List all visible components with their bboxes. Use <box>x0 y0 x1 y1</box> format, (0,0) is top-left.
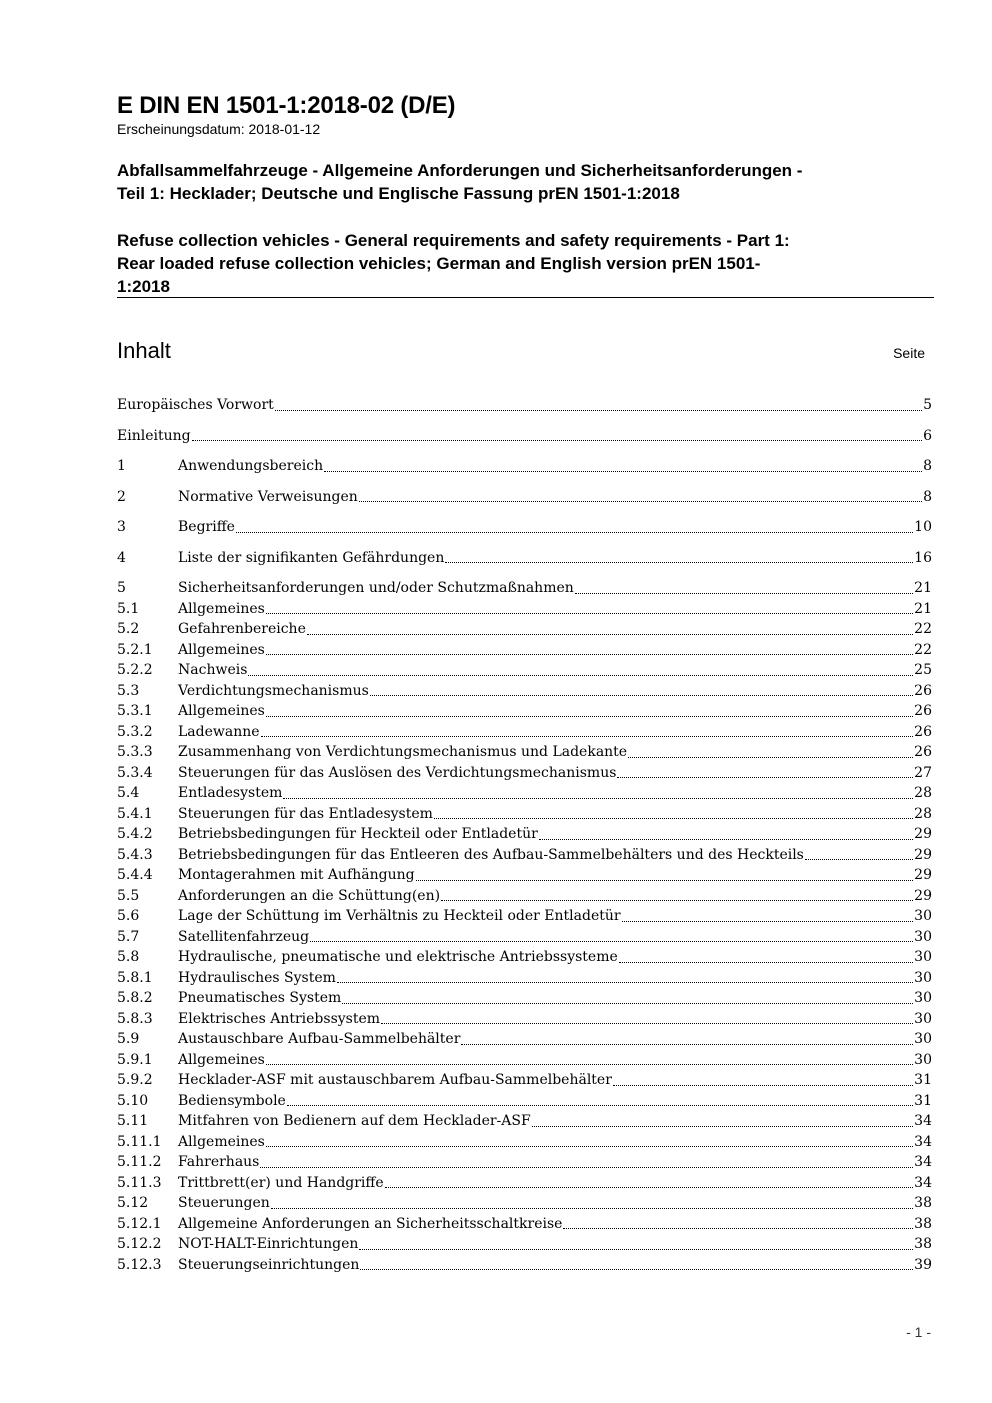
toc-dot-leader <box>271 1208 913 1209</box>
toc-entry-title: Betriebsbedingungen für das Entleeren des Aufbau-Sammelbehälters und des Heckteils <box>178 846 804 863</box>
toc-entry-title: NOT-HALT-Einrichtungen <box>178 1236 359 1252</box>
toc-dot-leader <box>260 1167 913 1168</box>
toc-entry-number: 5.11.2 <box>117 1154 162 1170</box>
toc-dot-leader <box>532 1126 913 1127</box>
toc-entry[interactable] <box>117 487 932 508</box>
table-of-contents <box>117 395 932 1275</box>
toc-entry-number: 5.3.3 <box>117 744 153 760</box>
toc-entry-title: Allgemeines <box>178 1051 265 1068</box>
toc-entry-number: 5.8.1 <box>117 969 153 986</box>
toc-entry[interactable] <box>117 906 932 927</box>
toc-entry-number: 5.5 <box>117 887 140 904</box>
toc-entry-page: 8 <box>923 458 932 474</box>
toc-entry[interactable] <box>117 1070 932 1091</box>
toc-entry[interactable] <box>117 947 932 968</box>
toc-entry-number: 5.8.3 <box>117 1010 153 1027</box>
title-english-line: Rear loaded refuse collection vehicles; German and English version prEN 1501- <box>117 254 761 273</box>
toc-entry-title: Hydraulisches System <box>178 969 336 986</box>
toc-entry[interactable] <box>117 783 932 804</box>
toc-entry-number: 5.3.4 <box>117 764 153 781</box>
toc-entry-title: Elektrisches Antriebssystem <box>178 1010 381 1027</box>
toc-entry-number: 5.12.2 <box>117 1236 162 1252</box>
toc-entry-title: Hydraulische, pneumatische und elektrische Antriebssysteme <box>178 949 618 965</box>
toc-entry-number: 5.12 <box>117 1195 149 1211</box>
toc-entry-page: 26 <box>914 703 932 719</box>
toc-entry-title: Nachweis <box>178 662 248 678</box>
toc-dot-leader <box>248 675 913 676</box>
toc-entry-number: 2 <box>117 488 126 505</box>
toc-entry-number: 5.7 <box>117 928 140 945</box>
toc-dot-leader <box>236 532 913 533</box>
toc-entry[interactable] <box>117 1111 932 1132</box>
toc-dot-leader <box>575 593 913 594</box>
title-german-line: Abfallsammelfahrzeuge - Allgemeine Anforderungen und Sicherheitsanforderungen - <box>117 161 803 180</box>
toc-entry-page: 22 <box>914 641 932 658</box>
toc-entry-title: Austauschbare Aufbau-Sammelbehälter <box>178 1031 461 1047</box>
toc-entry-number: 5.9.2 <box>117 1072 153 1088</box>
toc-entry-number: 5.2.2 <box>117 662 153 678</box>
toc-entry-page: 39 <box>914 1256 932 1273</box>
toc-entry-title: Satellitenfahrzeug <box>178 928 310 945</box>
toc-entry[interactable] <box>117 548 932 569</box>
toc-dot-leader <box>266 1146 913 1147</box>
toc-entry[interactable] <box>117 1173 932 1194</box>
toc-entry-page: 30 <box>914 969 932 986</box>
toc-entry-title: Europäisches Vorwort <box>117 397 274 413</box>
toc-entry-number: 5.9 <box>117 1031 140 1047</box>
toc-entry-number: 5.11.1 <box>117 1133 162 1150</box>
toc-dot-leader <box>359 1249 913 1250</box>
toc-entry[interactable] <box>117 681 932 702</box>
toc-dot-leader <box>461 1044 913 1045</box>
toc-entry[interactable] <box>117 701 932 722</box>
toc-entry-page: 29 <box>914 826 932 842</box>
toc-entry-number: 5.12.3 <box>117 1256 162 1273</box>
toc-entry-title: Pneumatisches System <box>178 990 342 1006</box>
toc-entry[interactable] <box>117 456 932 477</box>
title-divider <box>117 297 934 298</box>
toc-entry-page: 30 <box>914 1051 932 1068</box>
toc-dot-leader <box>324 471 922 472</box>
toc-dot-leader <box>805 859 913 860</box>
toc-dot-leader <box>619 962 913 963</box>
toc-entry-page: 38 <box>914 1195 932 1211</box>
toc-entry[interactable] <box>117 763 932 784</box>
toc-entry[interactable] <box>117 619 932 640</box>
toc-entry-number: 5.8.2 <box>117 990 153 1006</box>
toc-entry-title: Sicherheitsanforderungen und/oder Schutzmaßnahmen <box>178 580 574 596</box>
toc-entry-page: 34 <box>914 1133 932 1150</box>
toc-dot-leader <box>192 440 923 441</box>
toc-entry-number: 5.4.3 <box>117 846 153 863</box>
title-english-line: 1:2018 <box>117 277 170 296</box>
toc-entry-title: Betriebsbedingungen für Heckteil oder Entladetür <box>178 826 538 842</box>
toc-entry-page: 8 <box>923 488 932 505</box>
toc-entry-title: Allgemeines <box>178 600 265 617</box>
toc-entry-title: Allgemeines <box>178 703 265 719</box>
toc-entry-page: 6 <box>923 427 932 444</box>
toc-entry[interactable] <box>117 517 932 538</box>
toc-entry-title: Steuerungen <box>178 1195 270 1211</box>
toc-entry[interactable] <box>117 824 932 845</box>
toc-entry-page: 30 <box>914 990 932 1006</box>
toc-entry-page: 10 <box>914 519 932 535</box>
toc-entry[interactable] <box>117 1234 932 1255</box>
toc-dot-leader <box>441 900 913 901</box>
toc-dot-leader <box>283 798 913 799</box>
toc-dot-leader <box>337 982 913 983</box>
publication-date: Erscheinungsdatum: 2018-01-12 <box>117 121 321 137</box>
document-id: E DIN EN 1501-1:2018-02 (D/E) <box>117 92 456 119</box>
toc-dot-leader <box>539 839 913 840</box>
page-number: - 1 - <box>906 1324 931 1340</box>
toc-entry-page: 31 <box>914 1072 932 1088</box>
toc-entry-number: 5.3.2 <box>117 723 153 740</box>
toc-entry-number: 5.12.1 <box>117 1215 162 1232</box>
toc-entry-title: Hecklader-ASF mit austauschbarem Aufbau-Sammelbehälter <box>178 1072 612 1088</box>
toc-entry-title: Allgemeines <box>178 1133 265 1150</box>
toc-entry-title: Verdichtungsmechanismus <box>178 682 369 699</box>
toc-entry-title: Anforderungen an die Schüttung(en) <box>178 887 441 904</box>
toc-entry[interactable] <box>117 742 932 763</box>
toc-entry-title: Gefahrenbereiche <box>178 621 306 637</box>
toc-entry-page: 38 <box>914 1236 932 1252</box>
toc-entry-page: 29 <box>914 846 932 863</box>
toc-entry-page: 29 <box>914 867 932 883</box>
toc-entry[interactable] <box>117 1132 932 1153</box>
toc-entry-page: 30 <box>914 1010 932 1027</box>
toc-entry-title: Allgemeine Anforderungen an Sicherheitsschaltkreise <box>178 1215 563 1232</box>
toc-entry-title: Anwendungsbereich <box>178 458 324 474</box>
toc-entry[interactable] <box>117 426 932 447</box>
toc-entry-page: 29 <box>914 887 932 904</box>
toc-entry-page: 5 <box>923 397 932 413</box>
toc-entry-page: 30 <box>914 908 932 924</box>
toc-entry-title: Steuerungen für das Entladesystem <box>178 805 433 822</box>
toc-entry-number: 5.6 <box>117 908 140 924</box>
toc-entry[interactable] <box>117 1029 932 1050</box>
toc-dot-leader <box>434 818 913 819</box>
toc-entry-title: Allgemeines <box>178 641 265 658</box>
toc-entry[interactable] <box>117 968 932 989</box>
toc-entry-title: Zusammenhang von Verdichtungsmechanismus und Ladekante <box>178 744 628 760</box>
toc-entry-number: 1 <box>117 458 126 474</box>
toc-entry-title: Liste der signifikanten Gefährdungen <box>178 549 445 566</box>
toc-entry-page: 22 <box>914 621 932 637</box>
toc-entry-number: 5.4.4 <box>117 867 153 883</box>
toc-entry-page: 26 <box>914 744 932 760</box>
title-english <box>117 229 937 298</box>
toc-entry-title: Montagerahmen mit Aufhängung <box>178 867 415 883</box>
toc-entry-number: 5.11.3 <box>117 1174 162 1191</box>
toc-entry-page: 16 <box>914 549 932 566</box>
toc-entry[interactable] <box>117 640 932 661</box>
toc-entry-number: 4 <box>117 549 126 566</box>
toc-entry-number: 5.4 <box>117 785 140 801</box>
toc-entry[interactable] <box>117 1193 932 1214</box>
toc-entry-number: 5.10 <box>117 1092 149 1109</box>
title-german-line: Teil 1: Hecklader; Deutsche und Englische Fassung prEN 1501-1:2018 <box>117 184 680 203</box>
toc-entry-number: 5.3.1 <box>117 703 153 719</box>
toc-entry-title: Fahrerhaus <box>178 1154 260 1170</box>
toc-dot-leader <box>310 941 913 942</box>
toc-entry-page: 30 <box>914 949 932 965</box>
toc-entry-title: Entladesystem <box>178 785 283 801</box>
title-german <box>117 159 937 205</box>
toc-entry-page: 28 <box>914 805 932 822</box>
title-english-line: Refuse collection vehicles - General requirements and safety requirements - Part 1: <box>117 231 790 250</box>
toc-dot-leader <box>416 880 914 881</box>
toc-dot-leader <box>266 716 913 717</box>
toc-entry-title: Steuerungseinrichtungen <box>178 1256 360 1273</box>
toc-entry-page: 38 <box>914 1215 932 1232</box>
toc-entry[interactable] <box>117 1255 932 1276</box>
toc-entry-page: 30 <box>914 1031 932 1047</box>
toc-entry[interactable] <box>117 865 932 886</box>
toc-entry-page: 28 <box>914 785 932 801</box>
toc-entry-title: Bediensymbole <box>178 1092 286 1109</box>
toc-entry-page: 34 <box>914 1174 932 1191</box>
toc-entry[interactable] <box>117 395 932 416</box>
toc-entry-number: 5.11 <box>117 1113 149 1129</box>
toc-entry-number: 5.1 <box>117 600 140 617</box>
toc-dot-leader <box>613 1085 913 1086</box>
toc-entry-number: 5.4.2 <box>117 826 153 842</box>
toc-entry-page: 34 <box>914 1113 932 1129</box>
toc-entry-title: Einleitung <box>117 427 191 444</box>
toc-dot-leader <box>360 1269 913 1270</box>
toc-entry[interactable] <box>117 927 932 948</box>
toc-entry-number: 5 <box>117 580 126 596</box>
toc-entry[interactable] <box>117 660 932 681</box>
toc-dot-leader <box>307 634 913 635</box>
toc-dot-leader <box>275 410 922 411</box>
toc-entry[interactable] <box>117 1091 932 1112</box>
toc-entry-number: 5.4.1 <box>117 805 153 822</box>
toc-dot-leader <box>445 562 913 563</box>
toc-dot-leader <box>359 501 922 502</box>
toc-dot-leader <box>370 695 913 696</box>
toc-entry-page: 30 <box>914 928 932 945</box>
toc-entry[interactable] <box>117 722 932 743</box>
toc-entry-page: 21 <box>914 600 932 617</box>
toc-entry[interactable] <box>117 578 932 599</box>
toc-entry[interactable] <box>117 1214 932 1235</box>
toc-entry-number: 5.8 <box>117 949 140 965</box>
toc-dot-leader <box>385 1187 914 1188</box>
toc-entry-number: 5.2 <box>117 621 140 637</box>
toc-entry-page: 26 <box>914 682 932 699</box>
toc-entry[interactable] <box>117 886 932 907</box>
toc-entry-title: Mitfahren von Bedienern auf dem Hecklader-ASF <box>178 1113 531 1129</box>
toc-entry-number: 5.3 <box>117 682 140 699</box>
toc-entry-page: 25 <box>914 662 932 678</box>
toc-dot-leader <box>287 1105 913 1106</box>
toc-entry[interactable] <box>117 1152 932 1173</box>
toc-entry-number: 5.9.1 <box>117 1051 153 1068</box>
toc-dot-leader <box>342 1003 913 1004</box>
toc-entry-title: Ladewanne <box>178 723 260 740</box>
toc-entry[interactable] <box>117 804 932 825</box>
toc-heading: Inhalt <box>117 338 171 363</box>
toc-entry-page: 26 <box>914 723 932 740</box>
toc-entry[interactable] <box>117 988 932 1009</box>
toc-entry[interactable] <box>117 1009 932 1030</box>
toc-page-column-label: Seite <box>893 345 925 361</box>
toc-dot-leader <box>261 736 914 737</box>
toc-entry-title: Trittbrett(er) und Handgriffe <box>178 1174 384 1191</box>
toc-entry[interactable] <box>117 1050 932 1071</box>
toc-dot-leader <box>266 613 913 614</box>
toc-dot-leader <box>622 921 914 922</box>
toc-entry-page: 27 <box>914 764 932 781</box>
toc-dot-leader <box>266 654 913 655</box>
toc-entry-title: Normative Verweisungen <box>178 488 358 505</box>
toc-entry-page: 31 <box>914 1092 932 1109</box>
toc-dot-leader <box>266 1064 913 1065</box>
toc-dot-leader <box>617 777 913 778</box>
toc-entry-title: Steuerungen für das Auslösen des Verdichtungsmechanismus <box>178 764 617 781</box>
toc-dot-leader <box>563 1228 913 1229</box>
toc-dot-leader <box>628 757 913 758</box>
toc-entry-number: 3 <box>117 519 126 535</box>
toc-entry-page: 34 <box>914 1154 932 1170</box>
toc-entry[interactable] <box>117 845 932 866</box>
toc-entry[interactable] <box>117 599 932 620</box>
toc-dot-leader <box>381 1023 913 1024</box>
toc-entry-page: 21 <box>914 580 932 596</box>
toc-entry-title: Begriffe <box>178 519 235 535</box>
toc-entry-number: 5.2.1 <box>117 641 153 658</box>
toc-entry-title: Lage der Schüttung im Verhältnis zu Heckteil oder Entladetür <box>178 908 621 924</box>
